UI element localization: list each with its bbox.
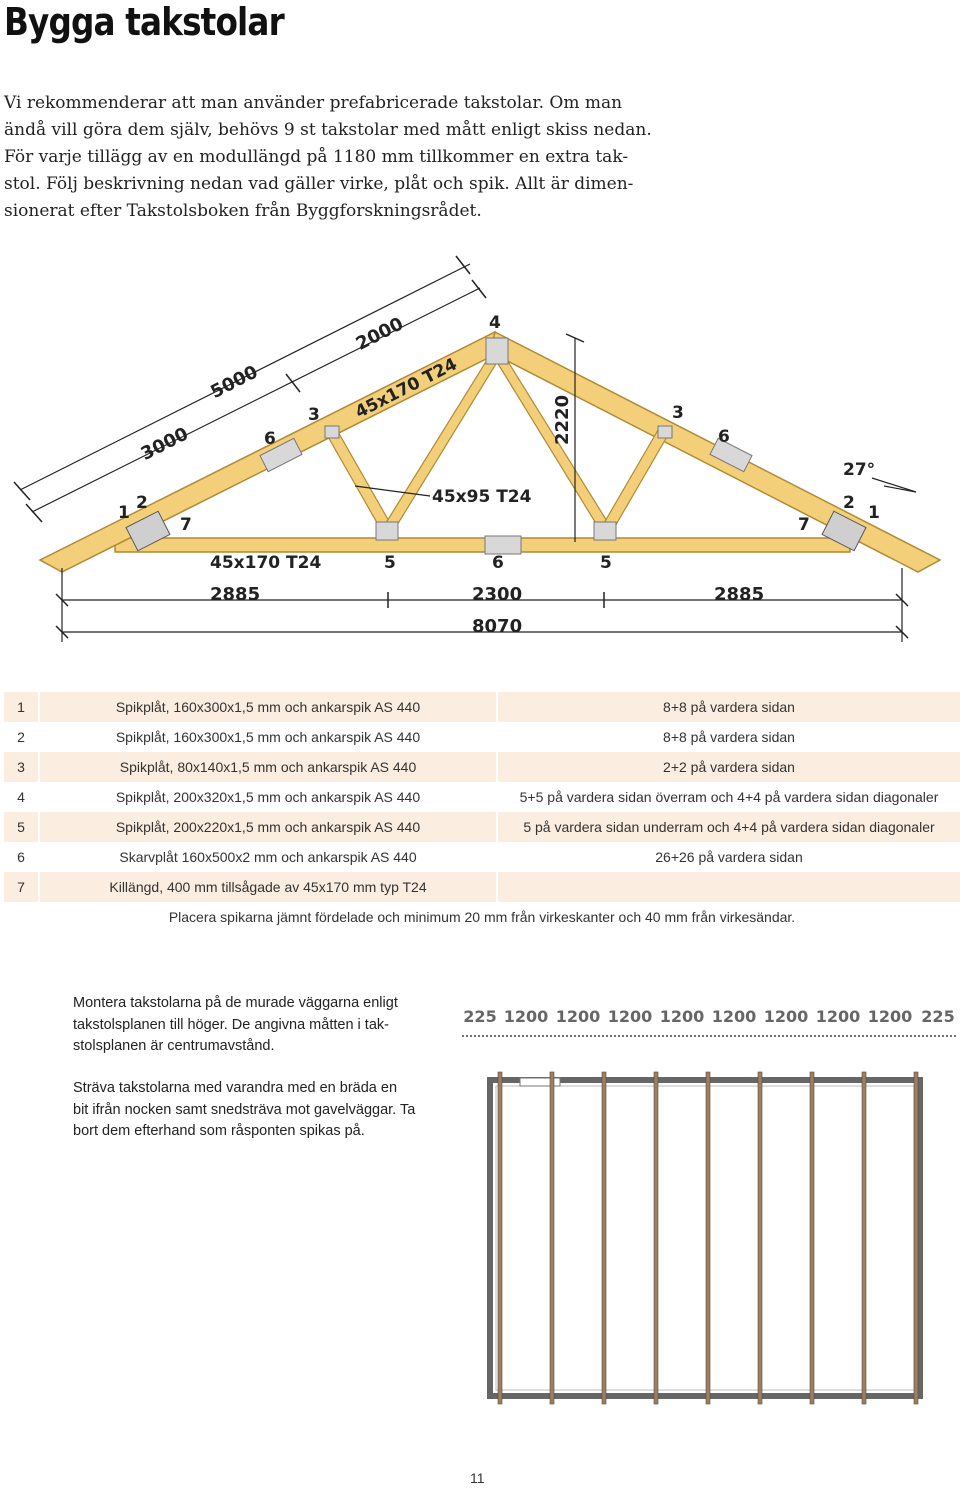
plan-dim-label: 1200: [503, 1007, 549, 1026]
plate-5-left: [376, 522, 398, 540]
marker-7-left: 7: [180, 515, 192, 535]
row-number: 5: [4, 812, 40, 842]
row-description: Skarvplåt 160x500x2 mm och ankarspik AS 440: [40, 842, 498, 872]
chord-size-label: 45x170 T24: [210, 553, 322, 573]
plate-5-right: [594, 522, 616, 540]
marker-1-left: 1: [118, 503, 130, 523]
angle-label: 27°: [843, 460, 876, 480]
row-note: 8+8 på vardera sidan: [498, 692, 960, 722]
intro-line: ändå vill göra dem själv, behövs 9 st takstolar med mått enligt skiss nedan.: [4, 120, 652, 140]
row-description: Spikplåt, 200x320x1,5 mm och ankarspik AS 440: [40, 782, 498, 812]
web-size-label: 45x95 T24: [432, 487, 532, 507]
row-number: 3: [4, 752, 40, 782]
plan-rafter: [810, 1072, 814, 1404]
plan-dim-label: 1200: [555, 1007, 601, 1026]
marker-4: 4: [489, 313, 501, 333]
instruction-paragraph-2: [73, 1078, 443, 1143]
marker-3-right: 3: [672, 403, 684, 423]
plan-rafter: [914, 1072, 918, 1404]
plan-dim-label: 1200: [711, 1007, 757, 1026]
web-left-outer: [327, 430, 394, 535]
table-row: [4, 782, 960, 812]
table-row: [4, 752, 960, 782]
instruction-line: bit ifrån nocken samt snedsträva mot gavelväggar. Ta: [73, 1101, 416, 1118]
plan-rafter: [602, 1072, 606, 1404]
intro-line: För varje tillägg av en modullängd på 1180 mm tillkommer en extra tak-: [4, 147, 629, 167]
plan-rafter: [862, 1072, 866, 1404]
plan-dim-label: 1200: [867, 1007, 913, 1026]
intro-line: sionerat efter Takstolsboken från Byggforskningsrådet.: [4, 201, 482, 221]
plan-dim-label: 1200: [815, 1007, 861, 1026]
row-number: 1: [4, 692, 40, 722]
row-number: 6: [4, 842, 40, 872]
marker-2-left: 2: [136, 493, 148, 513]
dim-label-total: 8070: [472, 616, 523, 637]
rafter-size-label: 45x170 T24: [352, 354, 461, 423]
intro-line: Vi rekommenderar att man använder prefabricerade takstolar. Om man: [4, 93, 623, 113]
truss-diagram: [0, 250, 960, 650]
plate-6-bottom: [485, 536, 521, 554]
plate-3-right: [658, 426, 672, 438]
dim-line-3000-2000: [32, 288, 480, 512]
row-description: Killängd, 400 mm tillsågade av 45x170 mm typ T24: [40, 872, 498, 902]
row-description: Spikplåt, 160x300x1,5 mm och ankarspik AS 440: [40, 722, 498, 752]
marker-5-right: 5: [600, 553, 612, 573]
row-number: 4: [4, 782, 40, 812]
plan-rafter: [758, 1072, 762, 1404]
plan-dim-label: 1200: [607, 1007, 653, 1026]
row-note: 8+8 på vardera sidan: [498, 722, 960, 752]
intro-line: stol. Följ beskrivning nedan vad gäller virke, plåt och spik. Allt är dimen-: [4, 174, 634, 194]
plan-dim-label: 1200: [659, 1007, 705, 1026]
dim-label-2000: 2000: [352, 313, 407, 355]
intro-paragraph: [4, 90, 652, 225]
instruction-line: takstolsplanen till höger. De angivna måtten i tak-: [73, 1016, 389, 1033]
row-note: [498, 872, 960, 902]
height-label: 2220: [552, 394, 573, 445]
plan-rafter: [498, 1072, 502, 1404]
marker-1-right: 1: [868, 503, 880, 523]
bottom-chord: [115, 538, 850, 552]
table-row: [4, 812, 960, 842]
plate-3-left: [325, 426, 339, 438]
marker-6-left: 6: [264, 429, 276, 449]
row-number: 7: [4, 872, 40, 902]
table-row: [4, 692, 960, 722]
dim-label-right: 2885: [714, 584, 765, 605]
marker-2-right: 2: [843, 493, 855, 513]
truss-plan-diagram: [460, 998, 960, 1418]
dim-label-mid: 2300: [472, 584, 523, 605]
marker-6-bottom: 6: [492, 553, 504, 573]
plan-dim-label: 1200: [763, 1007, 809, 1026]
marker-6-right: 6: [718, 427, 730, 447]
row-description: Spikplåt, 200x220x1,5 mm och ankarspik AS 440: [40, 812, 498, 842]
instruction-line: stolsplanen är centrumavstånd.: [73, 1038, 275, 1054]
plan-dim-label: 225: [463, 1007, 497, 1026]
dim-label-left: 2885: [210, 584, 261, 605]
row-number: 2: [4, 722, 40, 752]
page-number: 11: [470, 1470, 485, 1486]
instruction-line: Sträva takstolarna med varandra med en bräda en: [73, 1080, 398, 1096]
marker-3-left: 3: [308, 405, 320, 425]
row-description: Spikplåt, 80x140x1,5 mm och ankarspik AS 440: [40, 752, 498, 782]
table-footer-row: [4, 902, 960, 932]
marker-5-left: 5: [384, 553, 396, 573]
plan-rafter: [654, 1072, 658, 1404]
plan-dimensions: [463, 1007, 954, 1026]
instruction-line: Montera takstolarna på de murade väggarna enligt: [73, 995, 398, 1011]
dim-label-5000: 5000: [207, 361, 262, 403]
table-row: [4, 842, 960, 872]
marker-7-right: 7: [798, 515, 810, 535]
web-right-outer: [600, 430, 668, 535]
page-title: Bygga takstolar: [4, 0, 284, 44]
row-description: Spikplåt, 160x300x1,5 mm och ankarspik AS 440: [40, 692, 498, 722]
instruction-line: bort dem efterhand som råsponten spikas på.: [73, 1123, 365, 1139]
plan-rafter: [550, 1072, 554, 1404]
row-note: 5+5 på vardera sidan överram och 4+4 på vardera sidan diagonaler: [498, 782, 960, 812]
table-footer-note: Placera spikarna jämnt fördelade och minimum 20 mm från virkeskanter och 40 mm från virkesändar.: [4, 902, 960, 932]
row-note: 2+2 på vardera sidan: [498, 752, 960, 782]
row-note: 26+26 på vardera sidan: [498, 842, 960, 872]
plate-4: [486, 338, 508, 364]
spec-table: [4, 692, 960, 932]
plan-rafter: [706, 1072, 710, 1404]
instruction-paragraph-1: [73, 993, 443, 1058]
table-row: [4, 872, 960, 902]
row-note: 5 på vardera sidan underram och 4+4 på vardera sidan diagonaler: [498, 812, 960, 842]
dim-label-3000: 3000: [137, 423, 192, 465]
table-row: [4, 722, 960, 752]
plan-dim-label: 225: [921, 1007, 955, 1026]
